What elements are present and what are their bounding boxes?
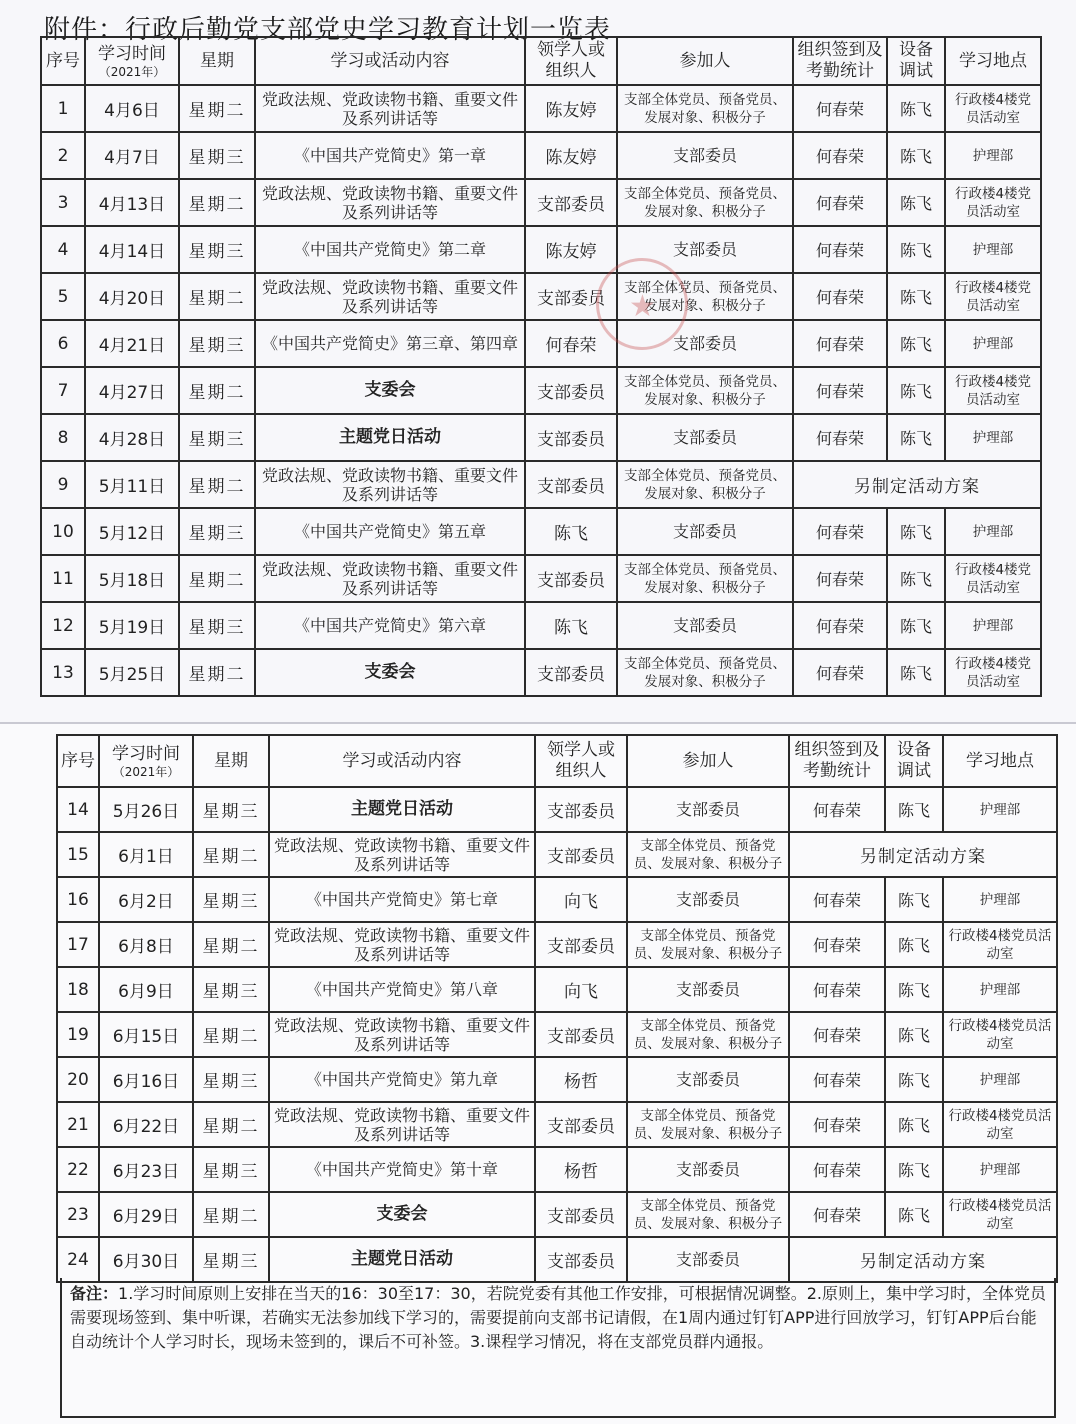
row-sign: 何春荣 — [793, 320, 887, 367]
row-seq: 22 — [57, 1147, 99, 1192]
row-location: 护理部 — [945, 226, 1041, 273]
row-sign: 何春荣 — [789, 787, 885, 832]
row-week: 星期三 — [179, 602, 255, 649]
row-seq: 7 — [41, 367, 85, 414]
row-sign: 何春荣 — [793, 132, 887, 179]
row-content: 党政法规、党政读物书籍、重要文件及系列讲话等 — [255, 179, 525, 226]
row-location: 行政楼4楼党员活动室 — [943, 1102, 1057, 1147]
row-week: 星期二 — [179, 273, 255, 320]
row-participants: 支部全体党员、预备党员、发展对象、积极分子 — [617, 179, 793, 226]
table-row — [41, 85, 1041, 132]
row-location: 行政楼4楼党员活动室 — [945, 273, 1041, 320]
header-device: 设备调试 — [885, 735, 943, 787]
row-seq: 21 — [57, 1102, 99, 1147]
row-seq: 19 — [57, 1012, 99, 1057]
row-week: 星期二 — [193, 922, 269, 967]
header-time-label: 学习时间 — [112, 743, 180, 764]
row-seq: 6 — [41, 320, 85, 367]
row-leader: 向飞 — [535, 877, 627, 922]
remarks-text: 1.学习时间原则上安排在当天的16：30至17：30，若院党委有其他工作安排，可根据情况调整。2.原则上，集中学习时，全体党员需要现场签到、集中听课，若确实无法参加线下学习的，需要提前向支部书记请假，在1周内通过钉钉APP进行回放学习，钉钉APP后台能自动统计个人学习时长，现场未签到的，课后不可补签。3.课程学习情况，将在支部党员群内通报。 — [70, 1284, 1046, 1351]
header-seq: 序号 — [41, 37, 85, 85]
row-content: 党政法规、党政读物书籍、重要文件及系列讲话等 — [269, 922, 535, 967]
row-sign: 何春荣 — [793, 555, 887, 602]
row-participants: 支部委员 — [627, 877, 789, 922]
table-body-part-2 — [57, 787, 1057, 1282]
table-row — [41, 555, 1041, 602]
row-device: 陈飞 — [885, 787, 943, 832]
table-body-part-1 — [41, 85, 1041, 696]
row-content: 支委会 — [255, 367, 525, 414]
row-content: 党政法规、党政读物书籍、重要文件及系列讲话等 — [269, 1012, 535, 1057]
row-content: 主题党日活动 — [269, 1237, 535, 1282]
header-participants: 参加人 — [617, 37, 793, 85]
row-date: 6月23日 — [99, 1147, 193, 1192]
row-device: 陈飞 — [885, 1057, 943, 1102]
row-week: 星期三 — [179, 414, 255, 461]
row-leader: 支部委员 — [525, 179, 617, 226]
row-seq: 2 — [41, 132, 85, 179]
row-location: 行政楼4楼党员活动室 — [945, 179, 1041, 226]
header-leader: 领学人或组织人 — [525, 37, 617, 85]
row-seq: 9 — [41, 461, 85, 508]
header-content: 学习或活动内容 — [255, 37, 525, 85]
header-time-label: 学习时间 — [98, 43, 166, 64]
table-row — [41, 414, 1041, 461]
table-row — [57, 922, 1057, 967]
row-participants: 支部全体党员、预备党员、发展对象、积极分子 — [617, 367, 793, 414]
row-location: 护理部 — [945, 602, 1041, 649]
row-date: 5月25日 — [85, 649, 179, 696]
table-row — [57, 1147, 1057, 1192]
row-content: 支委会 — [269, 1192, 535, 1237]
row-sign: 何春荣 — [793, 602, 887, 649]
row-participants: 支部全体党员、预备党员、发展对象、积极分子 — [627, 1012, 789, 1057]
row-content: 主题党日活动 — [255, 414, 525, 461]
header-participants: 参加人 — [627, 735, 789, 787]
header-year: （2021年） — [112, 764, 180, 779]
row-content: 《中国共产党简史》第一章 — [255, 132, 525, 179]
row-leader: 支部委员 — [535, 1012, 627, 1057]
row-sign: 何春荣 — [793, 226, 887, 273]
row-week: 星期二 — [179, 85, 255, 132]
row-location: 护理部 — [943, 1147, 1057, 1192]
row-device: 陈飞 — [885, 922, 943, 967]
row-seq: 5 — [41, 273, 85, 320]
row-content: 党政法规、党政读物书籍、重要文件及系列讲话等 — [255, 555, 525, 602]
header-week: 星期 — [179, 37, 255, 85]
row-leader: 支部委员 — [525, 273, 617, 320]
row-week: 星期三 — [179, 508, 255, 555]
row-content: 党政法规、党政读物书籍、重要文件及系列讲话等 — [255, 85, 525, 132]
row-device: 陈飞 — [887, 179, 945, 226]
row-seq: 12 — [41, 602, 85, 649]
row-leader: 陈友婷 — [525, 226, 617, 273]
row-location: 行政楼4楼党员活动室 — [945, 85, 1041, 132]
header-device: 设备调试 — [887, 37, 945, 85]
table-row — [41, 508, 1041, 555]
table-row — [57, 1012, 1057, 1057]
row-location: 护理部 — [943, 1057, 1057, 1102]
row-merged-note: 另制定活动方案 — [789, 1237, 1057, 1282]
row-location: 行政楼4楼党员活动室 — [943, 1012, 1057, 1057]
row-participants: 支部委员 — [617, 132, 793, 179]
table-row — [41, 602, 1041, 649]
row-participants: 支部全体党员、预备党员、发展对象、积极分子 — [627, 922, 789, 967]
header-seq: 序号 — [57, 735, 99, 787]
row-sign: 何春荣 — [789, 1057, 885, 1102]
row-device: 陈飞 — [885, 1192, 943, 1237]
row-participants: 支部委员 — [627, 1237, 789, 1282]
row-leader: 陈飞 — [525, 602, 617, 649]
row-week: 星期三 — [193, 1237, 269, 1282]
row-leader: 杨哲 — [535, 1147, 627, 1192]
row-device: 陈飞 — [885, 967, 943, 1012]
plan-table-part-1 — [40, 36, 1042, 697]
table-header-2 — [57, 735, 1057, 787]
header-time — [85, 37, 179, 85]
row-seq: 11 — [41, 555, 85, 602]
row-participants: 支部全体党员、预备党员、发展对象、积极分子 — [617, 85, 793, 132]
row-week: 星期二 — [193, 1012, 269, 1057]
row-content: 《中国共产党简史》第七章 — [269, 877, 535, 922]
row-leader: 支部委员 — [525, 414, 617, 461]
table-row — [57, 877, 1057, 922]
row-seq: 3 — [41, 179, 85, 226]
row-seq: 8 — [41, 414, 85, 461]
row-seq: 16 — [57, 877, 99, 922]
row-location: 护理部 — [945, 414, 1041, 461]
row-participants: 支部委员 — [627, 1147, 789, 1192]
row-content: 党政法规、党政读物书籍、重要文件及系列讲话等 — [255, 273, 525, 320]
header-content: 学习或活动内容 — [269, 735, 535, 787]
row-sign: 何春荣 — [793, 508, 887, 555]
row-device: 陈飞 — [887, 273, 945, 320]
table-row — [57, 787, 1057, 832]
row-participants: 支部委员 — [627, 967, 789, 1012]
table-row — [57, 1192, 1057, 1237]
row-sign: 何春荣 — [793, 85, 887, 132]
row-device: 陈飞 — [887, 226, 945, 273]
row-week: 星期三 — [179, 320, 255, 367]
row-seq: 18 — [57, 967, 99, 1012]
document-title: 附件：行政后勤党支部党史学习教育计划一览表 — [44, 15, 612, 45]
row-sign: 何春荣 — [789, 1102, 885, 1147]
row-sign: 何春荣 — [793, 414, 887, 461]
row-participants: 支部委员 — [617, 320, 793, 367]
row-location: 行政楼4楼党员活动室 — [945, 649, 1041, 696]
row-device: 陈飞 — [887, 555, 945, 602]
row-participants: 支部全体党员、预备党员、发展对象、积极分子 — [617, 555, 793, 602]
row-date: 4月7日 — [85, 132, 179, 179]
row-sign: 何春荣 — [793, 273, 887, 320]
row-content: 主题党日活动 — [269, 787, 535, 832]
header-location: 学习地点 — [945, 37, 1041, 85]
row-date: 6月29日 — [99, 1192, 193, 1237]
row-week: 星期三 — [193, 1147, 269, 1192]
row-sign: 何春荣 — [789, 1147, 885, 1192]
row-location: 行政楼4楼党员活动室 — [945, 555, 1041, 602]
row-participants: 支部全体党员、预备党员、发展对象、积极分子 — [617, 461, 793, 508]
official-seal-stamp: ★ — [596, 258, 688, 350]
row-participants: 支部全体党员、预备党员、发展对象、积极分子 — [627, 832, 789, 877]
row-seq: 13 — [41, 649, 85, 696]
table-row — [41, 179, 1041, 226]
row-date: 4月21日 — [85, 320, 179, 367]
row-location: 行政楼4楼党员活动室 — [943, 1192, 1057, 1237]
row-leader: 支部委员 — [535, 1237, 627, 1282]
row-seq: 23 — [57, 1192, 99, 1237]
row-participants: 支部委员 — [617, 414, 793, 461]
row-date: 5月19日 — [85, 602, 179, 649]
row-location: 护理部 — [945, 508, 1041, 555]
table-row — [41, 132, 1041, 179]
row-device: 陈飞 — [887, 414, 945, 461]
row-leader: 支部委员 — [535, 787, 627, 832]
row-date: 5月18日 — [85, 555, 179, 602]
row-week: 星期二 — [179, 461, 255, 508]
row-leader: 支部委员 — [535, 922, 627, 967]
row-leader: 支部委员 — [525, 461, 617, 508]
row-week: 星期二 — [179, 649, 255, 696]
row-merged-note: 另制定活动方案 — [789, 832, 1057, 877]
row-week: 星期二 — [179, 367, 255, 414]
row-device: 陈飞 — [885, 1102, 943, 1147]
row-device: 陈飞 — [887, 367, 945, 414]
row-device: 陈飞 — [887, 132, 945, 179]
row-date: 6月1日 — [99, 832, 193, 877]
row-device: 陈飞 — [887, 508, 945, 555]
row-device: 陈飞 — [887, 649, 945, 696]
row-location: 护理部 — [943, 967, 1057, 1012]
row-content: 《中国共产党简史》第二章 — [255, 226, 525, 273]
row-content: 党政法规、党政读物书籍、重要文件及系列讲话等 — [255, 461, 525, 508]
row-date: 6月22日 — [99, 1102, 193, 1147]
row-participants: 支部全体党员、预备党员、发展对象、积极分子 — [617, 649, 793, 696]
row-seq: 4 — [41, 226, 85, 273]
row-date: 6月9日 — [99, 967, 193, 1012]
header-leader: 领学人或组织人 — [535, 735, 627, 787]
row-leader: 支部委员 — [525, 367, 617, 414]
table-row — [41, 461, 1041, 508]
row-date: 4月20日 — [85, 273, 179, 320]
row-content: 党政法规、党政读物书籍、重要文件及系列讲话等 — [269, 1102, 535, 1147]
table-header — [41, 37, 1041, 85]
row-content: 《中国共产党简史》第五章 — [255, 508, 525, 555]
row-participants: 支部全体党员、预备党员、发展对象、积极分子 — [627, 1192, 789, 1237]
row-date: 6月2日 — [99, 877, 193, 922]
row-device: 陈飞 — [887, 602, 945, 649]
row-week: 星期二 — [193, 832, 269, 877]
row-date: 5月26日 — [99, 787, 193, 832]
row-sign: 何春荣 — [793, 367, 887, 414]
row-date: 6月30日 — [99, 1237, 193, 1282]
row-week: 星期二 — [179, 555, 255, 602]
table-row — [57, 967, 1057, 1012]
table-row — [41, 226, 1041, 273]
row-date: 4月14日 — [85, 226, 179, 273]
header-sign: 组织签到及考勤统计 — [793, 37, 887, 85]
row-week: 星期三 — [193, 877, 269, 922]
row-leader: 支部委员 — [535, 1102, 627, 1147]
row-participants: 支部全体党员、预备党员、发展对象、积极分子 — [627, 1102, 789, 1147]
row-sign: 何春荣 — [789, 967, 885, 1012]
row-sign: 何春荣 — [793, 179, 887, 226]
sheet-page-2 — [0, 722, 1076, 1424]
row-device: 陈飞 — [887, 320, 945, 367]
row-leader: 支部委员 — [525, 555, 617, 602]
row-device: 陈飞 — [885, 1012, 943, 1057]
row-date: 4月27日 — [85, 367, 179, 414]
row-date: 6月16日 — [99, 1057, 193, 1102]
row-week: 星期三 — [179, 132, 255, 179]
row-seq: 14 — [57, 787, 99, 832]
row-week: 星期三 — [179, 226, 255, 273]
table-row — [41, 649, 1041, 696]
row-sign: 何春荣 — [793, 649, 887, 696]
row-location: 护理部 — [945, 320, 1041, 367]
row-seq: 20 — [57, 1057, 99, 1102]
table-row — [57, 1237, 1057, 1282]
header-week: 星期 — [193, 735, 269, 787]
row-seq: 15 — [57, 832, 99, 877]
row-week: 星期三 — [193, 787, 269, 832]
header-year: （2021年） — [98, 64, 166, 79]
row-location: 行政楼4楼党员活动室 — [945, 367, 1041, 414]
row-leader: 杨哲 — [535, 1057, 627, 1102]
row-week: 星期二 — [193, 1102, 269, 1147]
row-content: 《中国共产党简史》第九章 — [269, 1057, 535, 1102]
row-content: 《中国共产党简史》第八章 — [269, 967, 535, 1012]
header-sign: 组织签到及考勤统计 — [789, 735, 885, 787]
row-sign: 何春荣 — [789, 877, 885, 922]
row-date: 4月13日 — [85, 179, 179, 226]
row-location: 护理部 — [943, 787, 1057, 832]
table-row — [41, 320, 1041, 367]
row-content: 支委会 — [255, 649, 525, 696]
row-date: 6月15日 — [99, 1012, 193, 1057]
row-leader: 陈友婷 — [525, 85, 617, 132]
table-row — [57, 832, 1057, 877]
row-leader: 支部委员 — [535, 1192, 627, 1237]
row-leader: 支部委员 — [535, 832, 627, 877]
row-location: 护理部 — [943, 877, 1057, 922]
row-date: 5月11日 — [85, 461, 179, 508]
remarks-note — [60, 1278, 1056, 1418]
row-content: 《中国共产党简史》第十章 — [269, 1147, 535, 1192]
row-seq: 17 — [57, 922, 99, 967]
row-week: 星期二 — [179, 179, 255, 226]
header-location: 学习地点 — [943, 735, 1057, 787]
row-seq: 24 — [57, 1237, 99, 1282]
row-merged-note: 另制定活动方案 — [793, 461, 1041, 508]
table-row — [41, 367, 1041, 414]
row-participants: 支部委员 — [627, 1057, 789, 1102]
row-date: 4月28日 — [85, 414, 179, 461]
row-participants: 支部全体党员、预备党员、发展对象、积极分子 — [617, 273, 793, 320]
row-week: 星期三 — [193, 967, 269, 1012]
row-leader: 何春荣 — [525, 320, 617, 367]
row-sign: 何春荣 — [789, 1012, 885, 1057]
row-participants: 支部委员 — [617, 226, 793, 273]
row-sign: 何春荣 — [789, 922, 885, 967]
row-leader: 向飞 — [535, 967, 627, 1012]
row-participants: 支部委员 — [617, 508, 793, 555]
row-content: 党政法规、党政读物书籍、重要文件及系列讲话等 — [269, 832, 535, 877]
table-row — [41, 273, 1041, 320]
row-participants: 支部委员 — [617, 602, 793, 649]
remarks-label: 备注： — [70, 1284, 119, 1303]
row-seq: 1 — [41, 85, 85, 132]
row-leader: 支部委员 — [525, 649, 617, 696]
row-date: 6月8日 — [99, 922, 193, 967]
row-sign: 何春荣 — [789, 1192, 885, 1237]
row-participants: 支部委员 — [627, 787, 789, 832]
row-week: 星期三 — [193, 1057, 269, 1102]
row-content: 《中国共产党简史》第三章、第四章 — [255, 320, 525, 367]
row-location: 护理部 — [945, 132, 1041, 179]
row-device: 陈飞 — [885, 1147, 943, 1192]
row-date: 5月12日 — [85, 508, 179, 555]
header-time — [99, 735, 193, 787]
row-week: 星期二 — [193, 1192, 269, 1237]
row-location: 行政楼4楼党员活动室 — [943, 922, 1057, 967]
table-row — [57, 1057, 1057, 1102]
table-row — [57, 1102, 1057, 1147]
row-device: 陈飞 — [887, 85, 945, 132]
row-leader: 陈友婷 — [525, 132, 617, 179]
row-content: 《中国共产党简史》第六章 — [255, 602, 525, 649]
row-device: 陈飞 — [885, 877, 943, 922]
plan-table-part-2 — [56, 734, 1058, 1283]
row-date: 4月6日 — [85, 85, 179, 132]
row-seq: 10 — [41, 508, 85, 555]
row-leader: 陈飞 — [525, 508, 617, 555]
